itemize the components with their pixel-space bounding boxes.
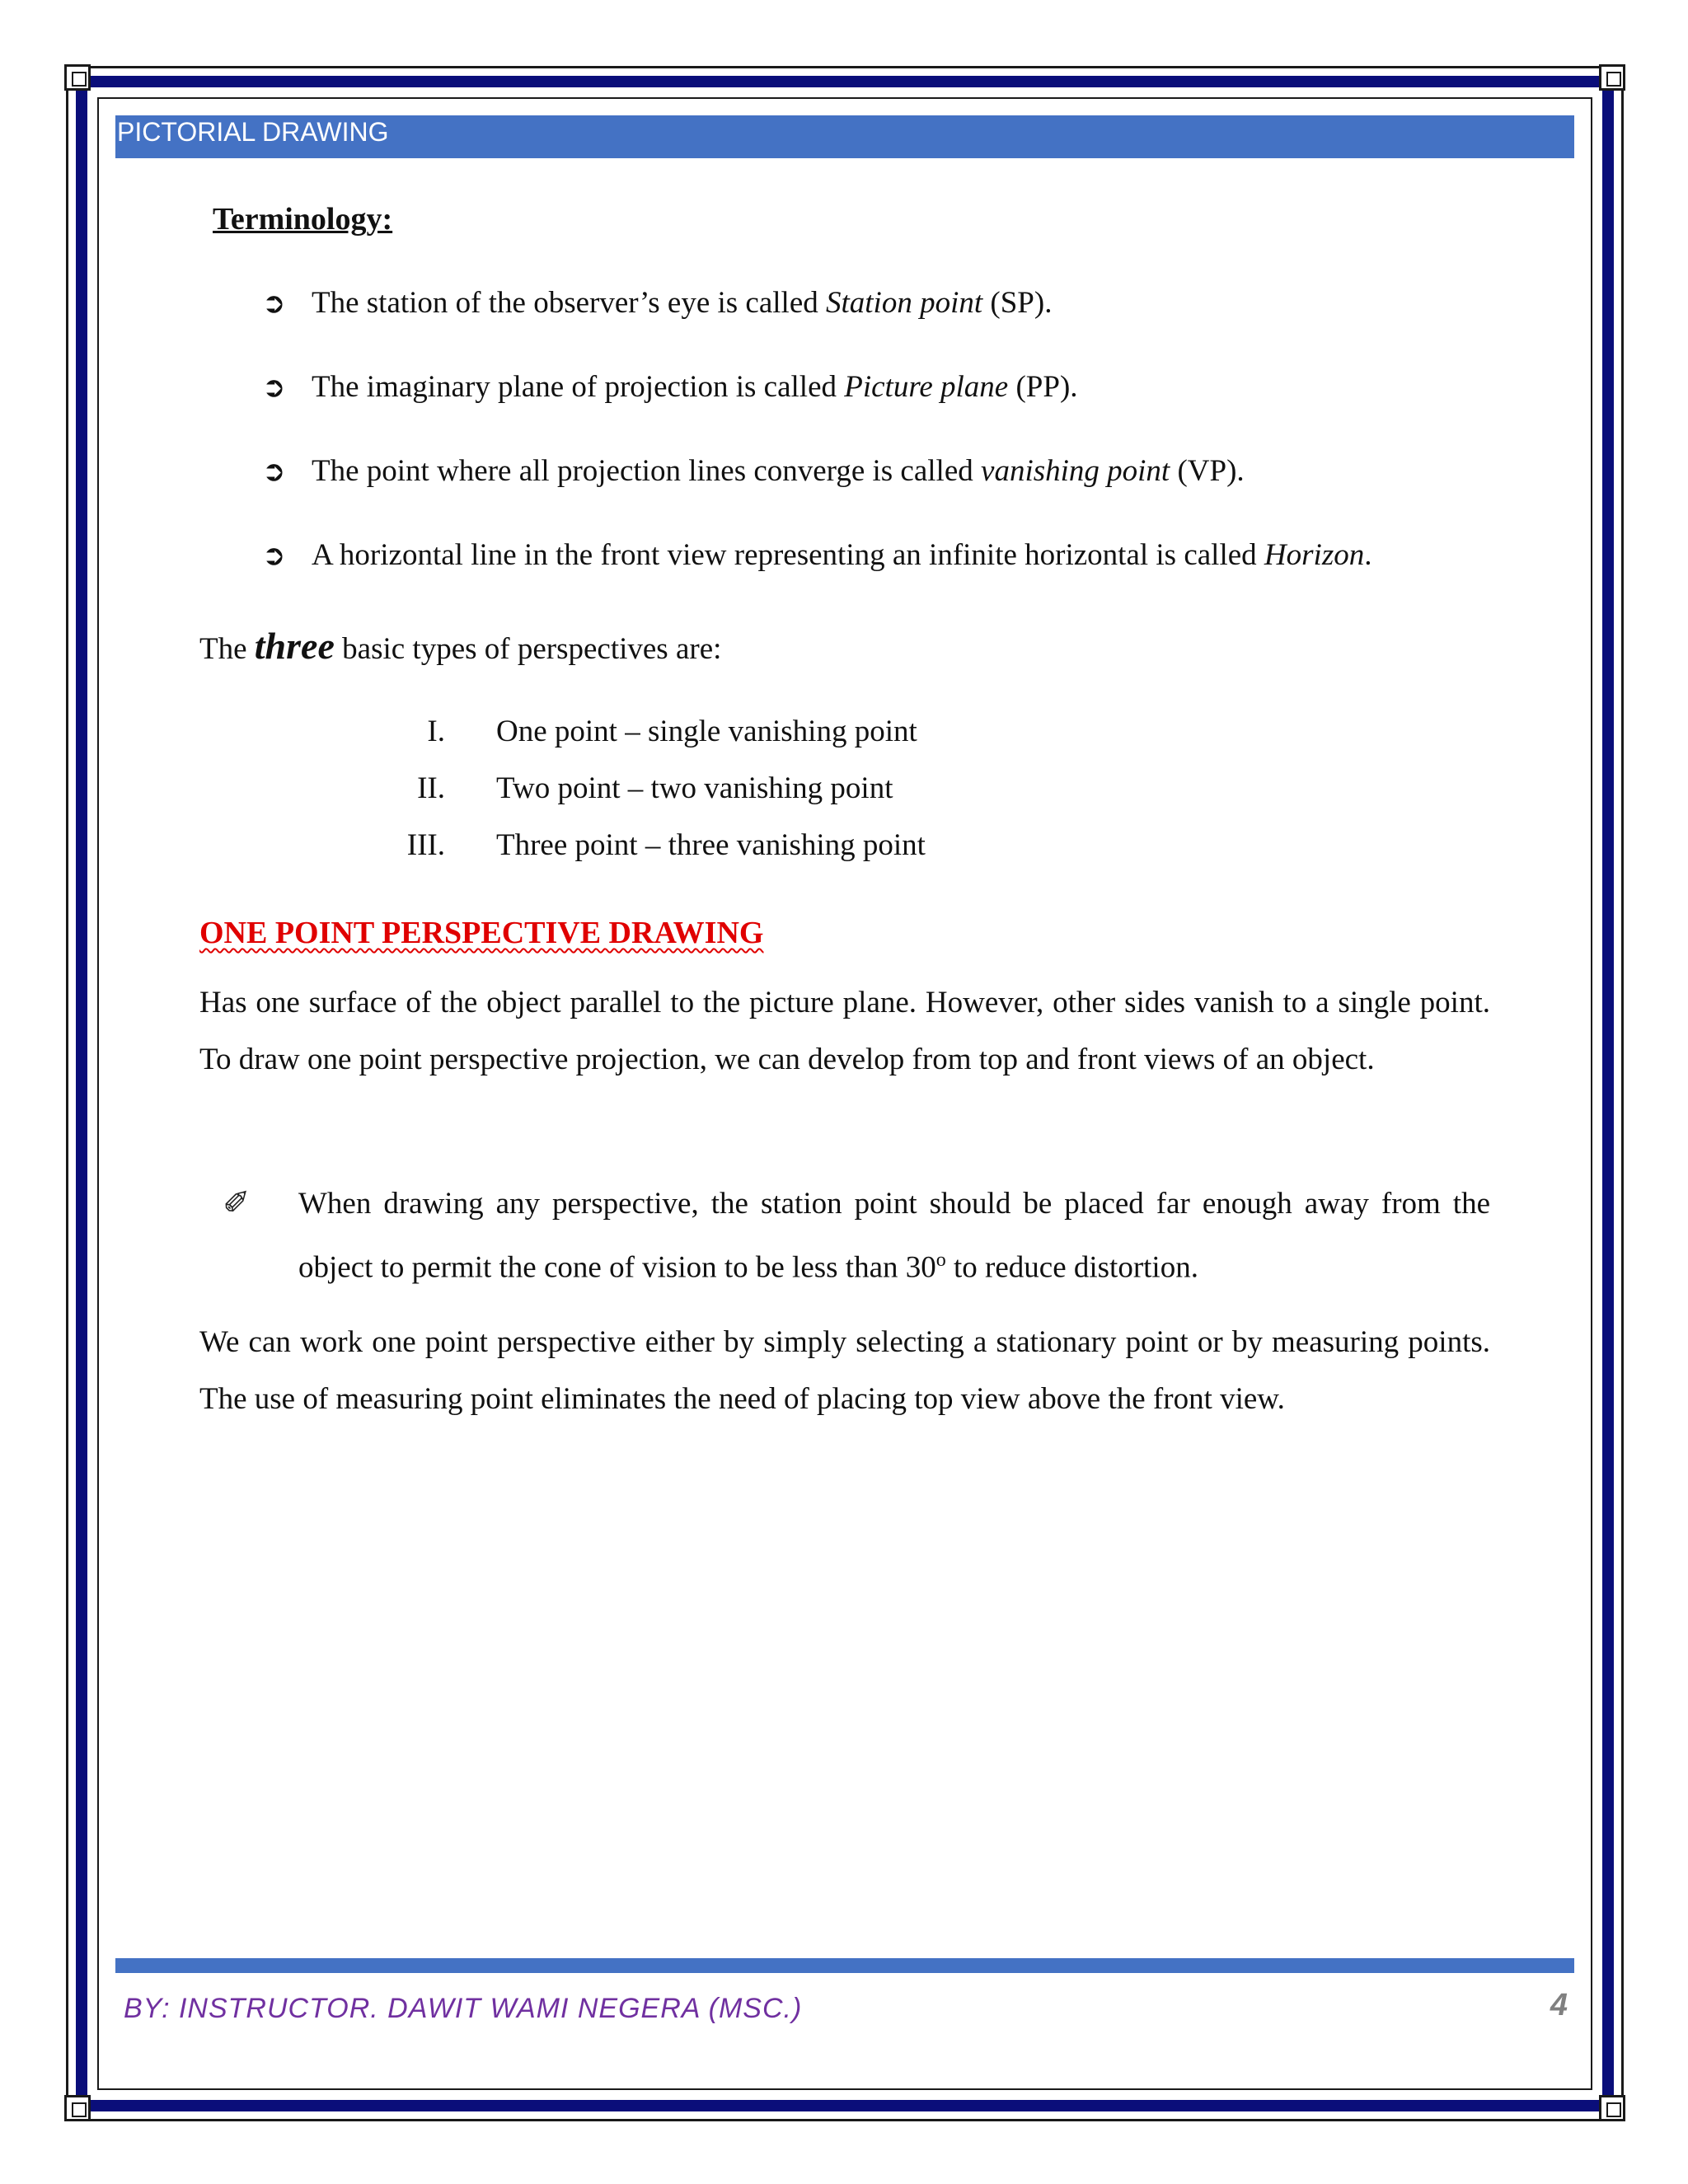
- list-item: Two point – two vanishing point: [496, 771, 893, 805]
- header-bar: [115, 115, 1574, 158]
- terminology-item: The station of the observer’s eye is called Station point (SP).: [312, 286, 1053, 320]
- terminology-item: A horizontal line in the front view representing an infinite horizontal is called Horizon.: [312, 538, 1372, 572]
- list-item: One point – single vanishing point: [496, 715, 917, 748]
- footer-bar: [115, 1958, 1574, 1973]
- note-paragraph: When drawing any perspective, the station point should be placed far enough away from the object to permit the cone of vision to be less than 30$^o$ to reduce distortion.: [298, 1187, 1490, 1285]
- arrow-right-icon: ➲: [262, 455, 286, 488]
- types-emphasis: three: [254, 625, 335, 667]
- term-vanishing-point: vanishing point: [981, 454, 1170, 488]
- footer-author: BY: INSTRUCTOR. DAWIT WAMI NEGERA (MSC.): [124, 1993, 803, 2024]
- list-numeral: II.: [417, 771, 445, 805]
- paragraph-intro: Has one surface of the object parallel to the picture plane. However, other sides vanish to a single point. To draw one point perspective projection, we can develop from top and front views of an object.: [199, 986, 1490, 1076]
- degree-superscript: o: [935, 1249, 946, 1271]
- list-numeral: III.: [406, 828, 445, 862]
- list-item: Three point – three vanishing point: [496, 828, 926, 862]
- term-station-point: Station point: [826, 286, 983, 320]
- term-horizon: Horizon: [1264, 538, 1365, 572]
- corner-ornament-bottom-left: [64, 2095, 91, 2121]
- corner-ornament-top-left: [64, 64, 91, 91]
- arrow-right-icon: ➲: [262, 539, 286, 572]
- list-numeral: I.: [427, 715, 445, 748]
- corner-ornament-top-right: [1599, 64, 1625, 91]
- terminology-item: The point where all projection lines converge is called vanishing point (VP).: [312, 454, 1245, 488]
- corner-ornament-bottom-right: [1599, 2095, 1625, 2121]
- section-heading: ONE POINT PERSPECTIVE DRAWING: [199, 916, 764, 950]
- arrow-right-icon: ➲: [262, 371, 286, 404]
- terminology-heading: Terminology:: [213, 202, 393, 237]
- arrow-right-icon: ➲: [262, 287, 286, 320]
- header-title: PICTORIAL DRAWING: [117, 117, 389, 147]
- page-number: 4: [1550, 1988, 1568, 2022]
- types-intro: The three basic types of perspectives are:: [199, 625, 722, 667]
- terminology-item: The imaginary plane of projection is called Picture plane (PP).: [312, 370, 1078, 404]
- pencil-icon: ✐: [223, 1184, 251, 1222]
- paragraph-measuring-points: We can work one point perspective either by simply selecting a stationary point or by measuring points. The use of measuring point eliminates the need of placing top view above the front view.: [199, 1325, 1490, 1416]
- term-picture-plane: Picture plane: [844, 370, 1009, 404]
